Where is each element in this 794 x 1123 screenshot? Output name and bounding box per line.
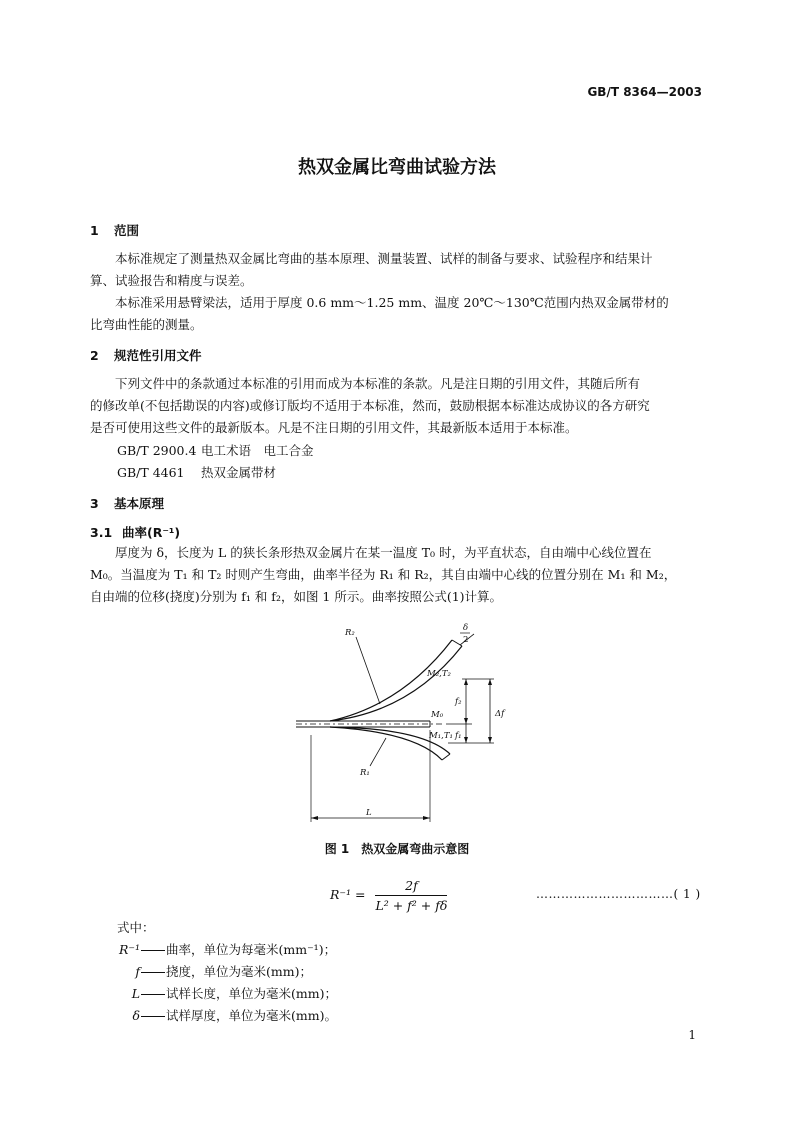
- document-title: 热双金属比弯曲试验方法: [298, 157, 496, 178]
- lower-strip-inner: [330, 727, 442, 760]
- definition-symbol: f: [135, 964, 140, 979]
- subsection-3-1-heading: [90, 523, 180, 541]
- definition-item: [104, 1006, 337, 1024]
- label-f1: f₁: [455, 731, 462, 741]
- section-1-title: 范围: [114, 223, 140, 238]
- section-2-heading: [90, 346, 202, 364]
- formula-denominator: L² + f² + fδ: [375, 898, 448, 913]
- definition-text: 挠度，单位为毫米(mm)；: [166, 964, 312, 979]
- section-2-body: [90, 373, 710, 439]
- page-number: 1: [688, 1028, 696, 1042]
- paragraph-line: 本标准规定了测量热双金属比弯曲的基本原理、测量装置、试样的制备与要求、试验程序和结果计: [115, 251, 653, 266]
- section-1-number: 1: [90, 223, 99, 238]
- label-m0: M₀: [431, 710, 444, 720]
- definition-text: 试样长度，单位为毫米(mm)；: [166, 986, 337, 1001]
- reference-item: [117, 463, 276, 481]
- label-r1: R₁: [360, 768, 370, 778]
- definition-item: [104, 940, 336, 958]
- equation-label: ( 1 ): [673, 887, 701, 901]
- definition-symbol: L: [131, 986, 140, 1001]
- lower-strip-end: [442, 754, 450, 760]
- definition-text: 试样厚度，单位为毫米(mm)。: [166, 1008, 337, 1023]
- reference-item: [117, 441, 314, 459]
- paragraph-line: M₀。当温度为 T₁ 和 T₂ 时则产生弯曲，曲率半径为 R₁ 和 R₂，其自由端中心线的位置分别在 M₁ 和 M₂，: [90, 567, 677, 582]
- subsection-number: 3.1: [90, 525, 113, 540]
- label-two: 2: [463, 635, 469, 645]
- reference-name: 电工术语 电工合金: [201, 443, 314, 458]
- reference-code: GB/T 4461: [117, 465, 185, 480]
- equation-leader: ……………………………: [536, 887, 674, 901]
- section-3-body: [90, 542, 710, 608]
- definition-item: [104, 984, 337, 1002]
- label-delta: δ: [463, 623, 469, 633]
- definition-dash: [141, 972, 165, 973]
- label-f2: f₂: [455, 697, 462, 707]
- paragraph-line: 算、试验报告和精度与误差。: [90, 273, 253, 288]
- upper-strip-outer: [330, 640, 452, 721]
- paragraph-line: 本标准采用悬臂梁法，适用于厚度 0.6 mm～1.25 mm、温度 20℃～130℃范围内热双金属带材的: [115, 295, 669, 310]
- section-1-body: [90, 248, 710, 336]
- formula-numerator: 2f: [375, 878, 447, 896]
- label-m1t1: M₁,T₁: [429, 731, 453, 741]
- section-3-title: 基本原理: [114, 496, 165, 511]
- figure-caption: 图 1 热双金属弯曲示意图: [324, 842, 470, 856]
- section-2-number: 2: [90, 348, 99, 363]
- label-r2: R₂: [345, 628, 355, 638]
- definitions-intro: 式中：: [117, 920, 155, 935]
- r2-leader: [356, 637, 380, 704]
- bimetal-bending-figure: [290, 618, 520, 833]
- definition-symbol: R⁻¹: [118, 942, 140, 957]
- section-2-title: 规范性引用文件: [114, 348, 202, 363]
- standard-number: GB/T 8364—2003: [587, 85, 702, 99]
- paragraph-line: 比弯曲性能的测量。: [90, 317, 203, 332]
- r1-leader: [370, 738, 386, 766]
- section-1-heading: [90, 221, 139, 239]
- paragraph-line: 自由端的位移(挠度)分别为 f₁ 和 f₂，如图 1 所示。曲率按照公式(1)计算。: [90, 589, 503, 604]
- paragraph-line: 厚度为 δ，长度为 L 的狭长条形热双金属片在某一温度 T₀ 时，为平直状态，自由端中心线位置在: [115, 545, 652, 560]
- subsection-title: 曲率(R⁻¹): [122, 525, 181, 540]
- paragraph-line: 下列文件中的条款通过本标准的引用而成为本标准的条款。凡是注日期的引用文件，其随后所有: [115, 376, 641, 391]
- section-3-number: 3: [90, 496, 99, 511]
- paragraph-line: 是否可使用这些文件的最新版本。凡是不注日期的引用文件，其最新版本适用于本标准。: [90, 420, 578, 435]
- equation-number: [536, 887, 701, 901]
- reference-name: 热双金属带材: [201, 465, 277, 480]
- formula-1: [330, 878, 447, 913]
- formula-lhs: R⁻¹ =: [330, 887, 366, 902]
- label-m2t2: M₂,T₂: [427, 669, 451, 679]
- section-3-heading: [90, 494, 164, 512]
- definition-dash: [141, 1016, 165, 1017]
- label-delta-f: Δf: [495, 709, 505, 719]
- definition-item: [104, 962, 312, 980]
- paragraph-line: 的修改单(不包括勘误的内容)或修订版均不适用于本标准，然而，鼓励根据本标准达成协议的各方研究: [90, 398, 650, 413]
- definition-symbol: δ: [132, 1008, 140, 1023]
- formula-fraction: [375, 878, 447, 913]
- definition-text: 曲率，单位为每毫米(mm⁻¹)；: [166, 942, 337, 957]
- definition-dash: [141, 994, 165, 995]
- reference-code: GB/T 2900.4: [117, 443, 197, 458]
- definition-dash: [141, 950, 165, 951]
- label-length: L: [366, 808, 372, 818]
